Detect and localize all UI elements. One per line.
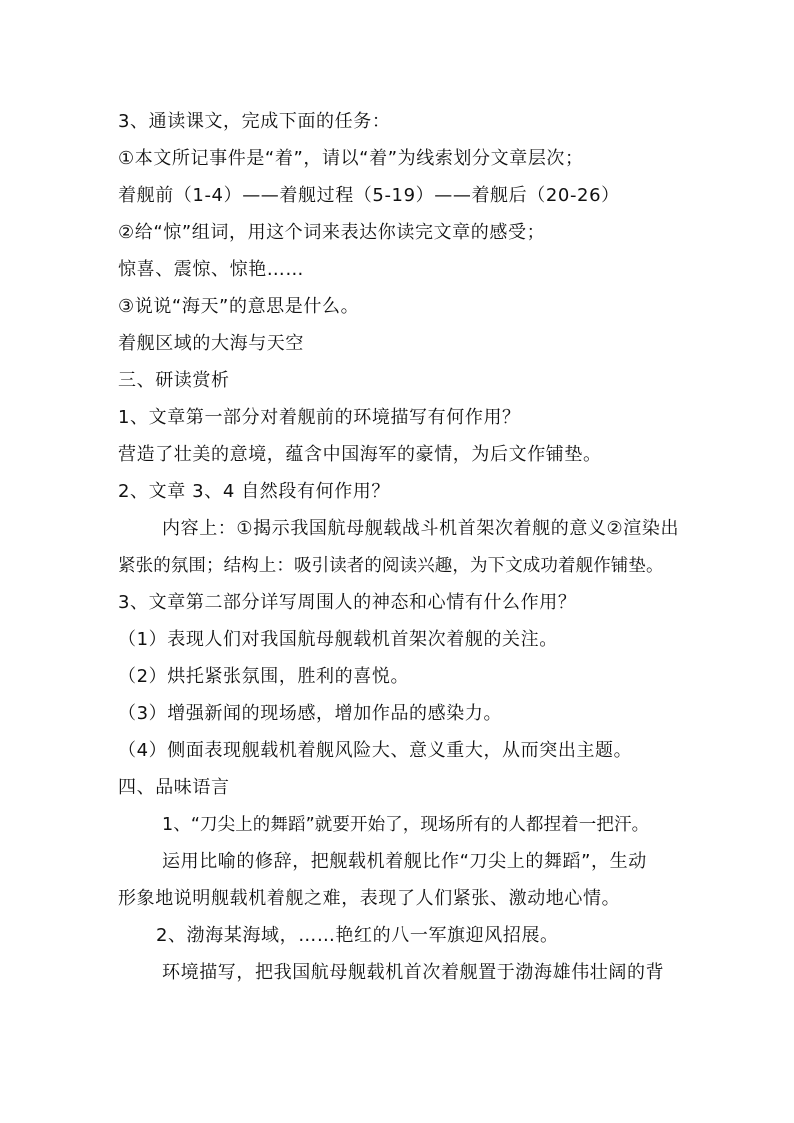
question-3: 3、文章第二部分详写周围人的神态和心情有什么作用？ (118, 592, 577, 613)
answer-3-point-1: （1）表现人们对我国航母舰载机首架次着舰的关注。 (118, 629, 558, 650)
language-analysis-1-line-1: 运用比喻的修辞，把舰载机着舰比作“刀尖上的舞蹈”，生动 (162, 851, 647, 872)
language-analysis-2-line-1: 环境描写，把我国航母舰载机首次着舰置于渤海雄伟壮阔的背 (162, 962, 665, 983)
language-example-2: 2、渤海某海域，……艳红的八一军旗迎风招展。 (156, 925, 559, 946)
section-heading-3: 三、研读赏析 (118, 370, 230, 391)
task-answer-1: 着舰前（1-4）——着舰过程（5-19）——着舰后（20-26） (118, 185, 620, 206)
task-item-1: ①本文所记事件是“着”，请以“着”为线索划分文章层次； (118, 148, 584, 169)
task-item-3: ③说说“海天”的意思是什么。 (118, 296, 360, 317)
language-example-1: 1、“刀尖上的舞蹈”就要开始了，现场所有的人都捏着一把汗。 (162, 815, 650, 835)
task-heading: 3、通读课文，完成下面的任务： (118, 111, 391, 132)
answer-1: 营造了壮美的意境，蕴含中国海军的豪情，为后文作铺垫。 (118, 444, 602, 465)
task-item-2: ②给“惊”组词，用这个词来表达你读完文章的感受； (118, 222, 546, 243)
answer-3-point-3: （3）增强新闻的现场感，增加作品的感染力。 (118, 703, 503, 724)
question-2: 2、文章 3、4 自然段有何作用？ (118, 481, 390, 502)
language-analysis-1-line-2: 形象地说明舰载机着舰之难，表现了人们紧张、激动地心情。 (118, 888, 621, 909)
task-answer-2: 惊喜、震惊、惊艳…… (118, 259, 304, 280)
section-heading-4: 四、品味语言 (118, 777, 230, 798)
answer-2-line-1: 内容上：①揭示我国航母舰载战斗机首架次着舰的意义②渲染出 (162, 518, 680, 539)
answer-2-line-2: 紧张的氛围；结构上：吸引读者的阅读兴趣，为下文成功着舰作铺垫。 (118, 556, 664, 576)
question-1: 1、文章第一部分对着舰前的环境描写有何作用？ (118, 407, 521, 428)
answer-3-point-4: （4）侧面表现舰载机着舰风险大、意义重大，从而突出主题。 (118, 740, 633, 761)
task-answer-3: 着舰区域的大海与天空 (118, 333, 304, 354)
answer-3-point-2: （2）烘托紧张氛围，胜利的喜悦。 (118, 666, 410, 687)
